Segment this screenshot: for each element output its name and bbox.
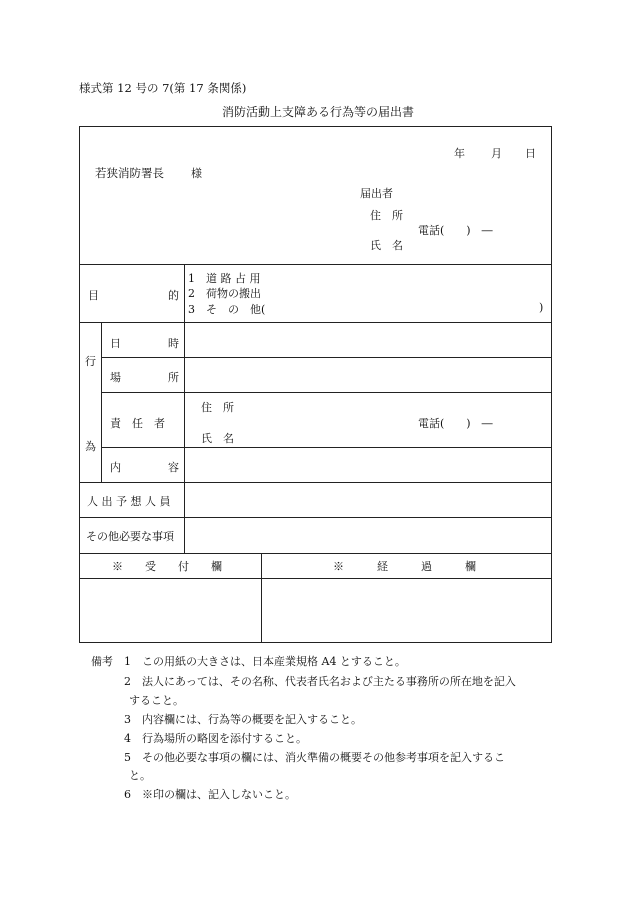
note-item: 2 法人にあっては、その名称、代表者氏名および主たる事務所の所在地を記入 xyxy=(124,675,516,688)
act-side-top: 行 xyxy=(85,355,96,368)
content-label-a: 内 xyxy=(110,461,121,474)
purpose-close-paren: ) xyxy=(539,301,544,314)
notification-form xyxy=(79,126,552,643)
attendance-label: 人 出 予 想 人 員 xyxy=(87,495,171,508)
note-item: 5 その他必要な事項の欄には、消火準備の概要その他参考事項を記入するこ xyxy=(124,751,505,764)
purpose-option: 3 そ の 他( xyxy=(188,303,266,316)
responsible-label: 責 任 者 xyxy=(110,417,165,430)
purpose-option: 2 荷物の搬出 xyxy=(188,287,261,300)
notifier-address-label: 住 所 xyxy=(370,209,403,222)
note-item: 6 ※印の欄は、記入しないこと。 xyxy=(124,788,296,801)
note-item: と。 xyxy=(129,769,151,782)
notes-label: 備考 xyxy=(91,655,113,668)
place-label-a: 場 xyxy=(110,371,121,384)
content-label-b: 容 xyxy=(168,461,179,474)
notifier-label: 届出者 xyxy=(360,187,393,200)
purpose-label-left: 目 xyxy=(88,289,99,302)
month-label: 月 xyxy=(491,147,502,160)
act-side-bottom: 為 xyxy=(85,440,96,453)
datetime-label-a: 日 xyxy=(110,337,121,350)
progress-label: ※ 経 過 欄 xyxy=(333,560,476,573)
place-label-b: 所 xyxy=(168,371,179,384)
responsible-phone-label: 電話( ) ― xyxy=(418,417,493,430)
day-label: 日 xyxy=(525,147,536,160)
note-item: 3 内容欄には、行為等の概要を記入すること。 xyxy=(124,713,362,726)
notifier-name-label: 氏 名 xyxy=(370,239,403,252)
note-item: すること。 xyxy=(129,694,184,707)
note-item: 4 行為場所の略図を添付すること。 xyxy=(124,732,307,745)
note-item: 1 この用紙の大きさは、日本産業規格 A4 とすること。 xyxy=(124,655,406,668)
other-matters-label: その他必要な事項 xyxy=(86,530,174,543)
honorific: 様 xyxy=(191,167,202,180)
notifier-phone-label: 電話( ) ― xyxy=(418,224,493,237)
form-number: 様式第 12 号の 7(第 17 条関係) xyxy=(79,81,247,95)
year-label: 年 xyxy=(454,147,465,160)
purpose-option: 1 道 路 占 用 xyxy=(188,272,261,285)
responsible-address-label: 住 所 xyxy=(201,401,234,414)
form-title: 消防活動上支障ある行為等の届出書 xyxy=(222,105,415,119)
reception-label: ※ 受 付 欄 xyxy=(112,560,222,573)
purpose-label-right: 的 xyxy=(168,289,179,302)
datetime-label-b: 時 xyxy=(168,337,179,350)
addressee: 若狭消防署長 xyxy=(95,166,164,180)
responsible-name-label: 氏 名 xyxy=(201,432,234,445)
